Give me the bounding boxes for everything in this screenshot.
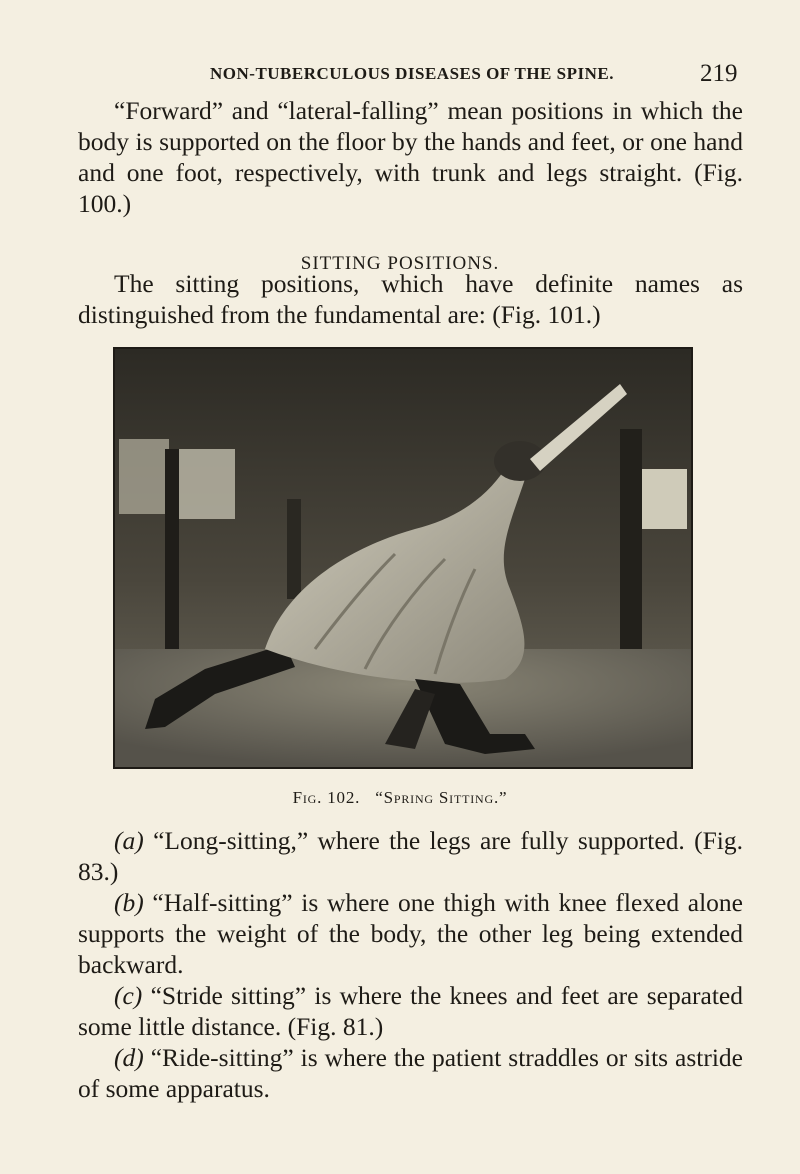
list-item-d: [78, 1042, 743, 1104]
item-label: (d): [114, 1043, 144, 1072]
section-heading: SITTING POSITIONS.: [300, 253, 500, 274]
running-head-title: NON-TUBERCULOUS DISEASES OF THE SPINE.: [210, 64, 614, 83]
paragraph-sitting-intro: The sitting positions, which have definite names as distinguished from the fundamental are: (Fig. 101.): [78, 269, 743, 329]
list-item-b: [78, 887, 743, 980]
figure-label: Fig. 102.: [292, 788, 361, 807]
item-text: “Half-sitting” is where one thigh with knee flexed alone supports the weight of the body, the other leg being extended backward.: [78, 888, 743, 979]
list-item-a: [78, 825, 743, 887]
item-text: “Long-sitting,” where the legs are fully supported. (Fig. 83.): [78, 826, 744, 886]
item-label: (a): [114, 826, 144, 855]
item-label: (c): [114, 981, 143, 1010]
running-head: [0, 60, 800, 90]
list-item-c: [78, 980, 743, 1042]
figure-title: “Spring Sitting.”: [375, 788, 508, 807]
item-label: (b): [114, 888, 144, 917]
figure-caption: [0, 788, 800, 808]
item-text: “Ride-sitting” is where the patient straddles or sits astride of some apparatus.: [78, 1043, 743, 1103]
figure-photograph: [113, 347, 693, 769]
item-text: “Stride sitting” is where the knees and feet are separated some little distance. (Fig. 81.): [78, 981, 743, 1041]
spring-sitting-photo: [115, 349, 691, 767]
paragraph-forward: “Forward” and “lateral-falling” mean positions in which the body is supported on the floor by the hands and feet, or one hand and one foot, respectively, with trunk and legs straight. (Fig. 100.): [78, 96, 743, 218]
page-number: 219: [700, 60, 738, 87]
